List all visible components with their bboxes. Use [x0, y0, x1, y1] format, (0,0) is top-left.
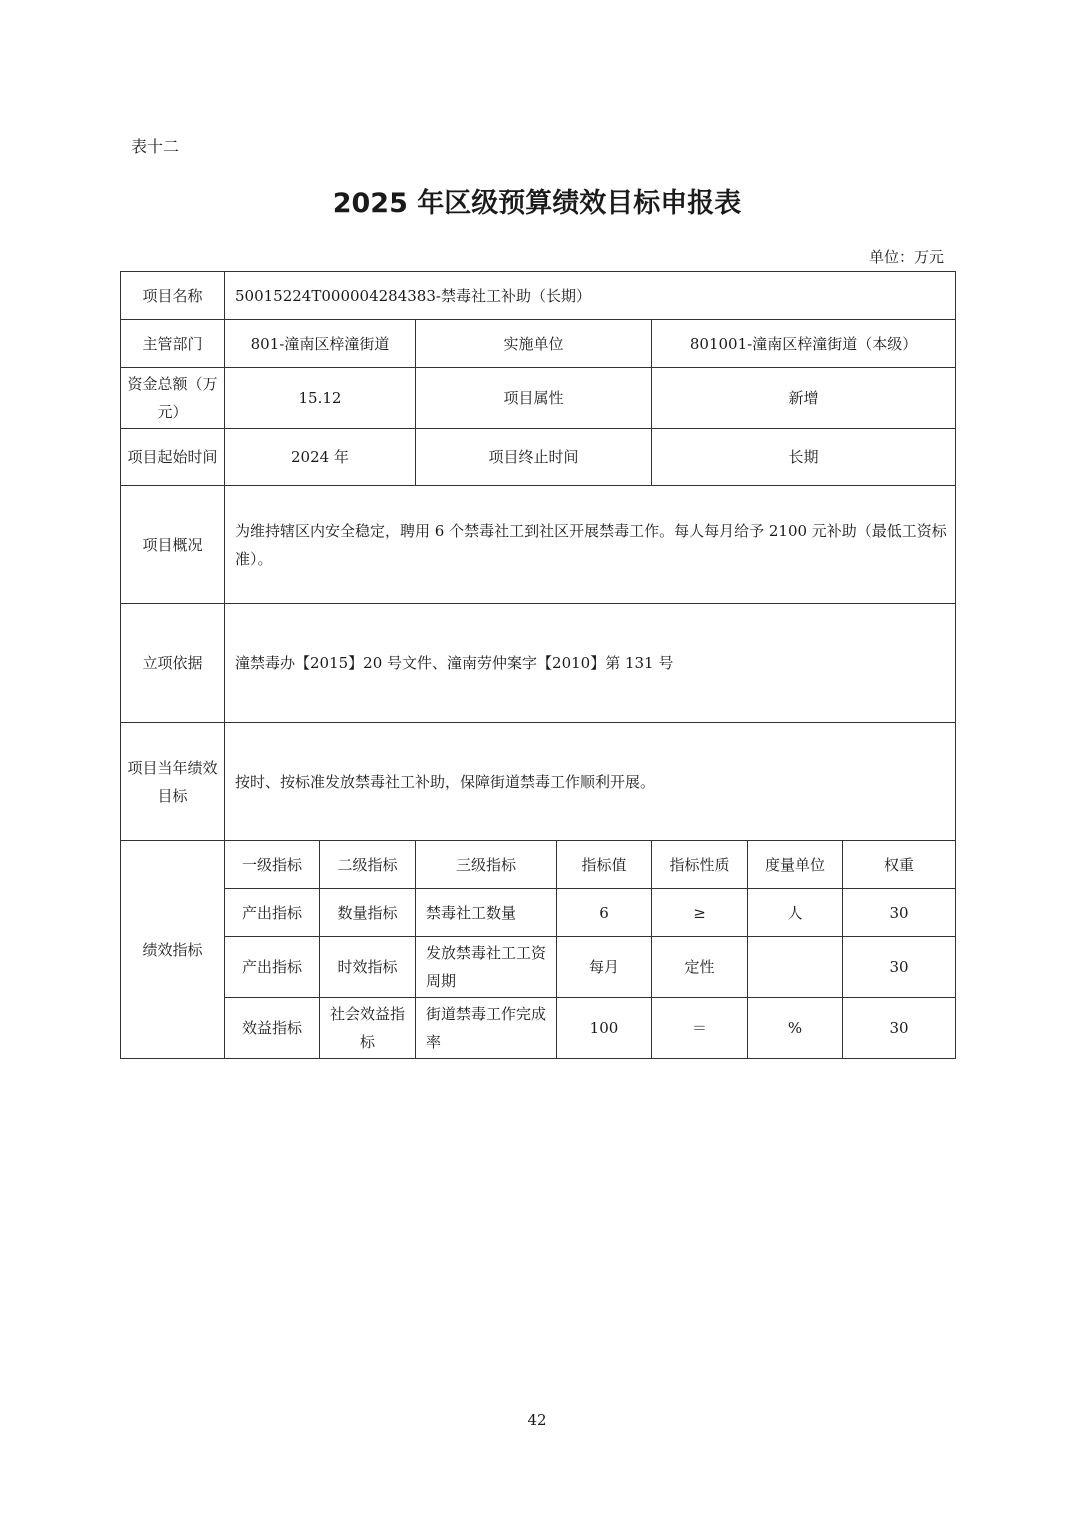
- indicator-header: 指标性质: [652, 841, 748, 889]
- page-title: 2025 年区级预算绩效目标申报表: [332, 188, 742, 219]
- value-end-time: 长期: [652, 429, 956, 486]
- row-overview: [121, 486, 956, 604]
- label-basis: 立项依据: [121, 604, 225, 723]
- indicator-cell: %: [748, 998, 843, 1059]
- indicator-header: 指标值: [557, 841, 652, 889]
- indicator-header: 度量单位: [748, 841, 843, 889]
- indicator-cell: 30: [843, 998, 956, 1059]
- page-number: 42: [527, 1411, 547, 1429]
- indicator-cell: 产出指标: [225, 937, 320, 998]
- table-row: [121, 998, 956, 1059]
- row-project-name: [121, 272, 956, 320]
- indicator-cell: 禁毒社工数量: [416, 889, 557, 937]
- indicator-cell: [748, 937, 843, 998]
- indicator-header-row: [121, 841, 956, 889]
- indicator-cell: 街道禁毒工作完成率: [416, 998, 557, 1059]
- row-time: [121, 429, 956, 486]
- indicator-cell: 每月: [557, 937, 652, 998]
- indicator-cell: 社会效益指标: [320, 998, 416, 1059]
- value-attribute: 新增: [652, 368, 956, 429]
- label-department: 主管部门: [121, 320, 225, 368]
- row-basis: [121, 604, 956, 723]
- unit-label: 单位：万元: [868, 248, 944, 266]
- indicator-cell: 时效指标: [320, 937, 416, 998]
- label-start-time: 项目起始时间: [121, 429, 225, 486]
- indicator-cell: ＝: [652, 998, 748, 1059]
- value-basis: 潼禁毒办【2015】20 号文件、潼南劳仲案字【2010】第 131 号: [225, 604, 956, 723]
- indicator-cell: 定性: [652, 937, 748, 998]
- indicator-header: 一级指标: [225, 841, 320, 889]
- label-implementer: 实施单位: [416, 320, 652, 368]
- value-goal: 按时、按标准发放禁毒社工补助，保障街道禁毒工作顺利开展。: [225, 723, 956, 841]
- indicator-cell: 效益指标: [225, 998, 320, 1059]
- value-project-name: 50015224T000004284383-禁毒社工补助（长期）: [225, 272, 956, 320]
- indicator-cell: 30: [843, 937, 956, 998]
- indicator-header: 权重: [843, 841, 956, 889]
- table-number: 表十二: [131, 137, 180, 156]
- row-goal: [121, 723, 956, 841]
- table-row: [121, 889, 956, 937]
- value-start-time: 2024 年: [225, 429, 416, 486]
- indicator-cell: 发放禁毒社工工资周期: [416, 937, 557, 998]
- row-department: [121, 320, 956, 368]
- table-row: [121, 937, 956, 998]
- label-indicators: 绩效指标: [121, 841, 225, 1059]
- value-total-funds: 15.12: [225, 368, 416, 429]
- indicator-cell: 产出指标: [225, 889, 320, 937]
- indicator-cell: 100: [557, 998, 652, 1059]
- value-overview: 为维持辖区内安全稳定，聘用 6 个禁毒社工到社区开展禁毒工作。每人每月给予 2100 元补助（最低工资标准）。: [225, 486, 956, 604]
- value-department: 801-潼南区梓潼街道: [225, 320, 416, 368]
- indicator-cell: ≥: [652, 889, 748, 937]
- indicator-cell: 30: [843, 889, 956, 937]
- label-attribute: 项目属性: [416, 368, 652, 429]
- budget-performance-table: [120, 271, 956, 1059]
- row-funds: [121, 368, 956, 429]
- indicator-cell: 人: [748, 889, 843, 937]
- label-end-time: 项目终止时间: [416, 429, 652, 486]
- value-implementer: 801001-潼南区梓潼街道（本级）: [652, 320, 956, 368]
- indicator-header: 二级指标: [320, 841, 416, 889]
- indicator-cell: 6: [557, 889, 652, 937]
- label-total-funds: 资金总额（万元）: [121, 368, 225, 429]
- label-overview: 项目概况: [121, 486, 225, 604]
- indicator-header: 三级指标: [416, 841, 557, 889]
- indicator-cell: 数量指标: [320, 889, 416, 937]
- label-project-name: 项目名称: [121, 272, 225, 320]
- label-goal: 项目当年绩效目标: [121, 723, 225, 841]
